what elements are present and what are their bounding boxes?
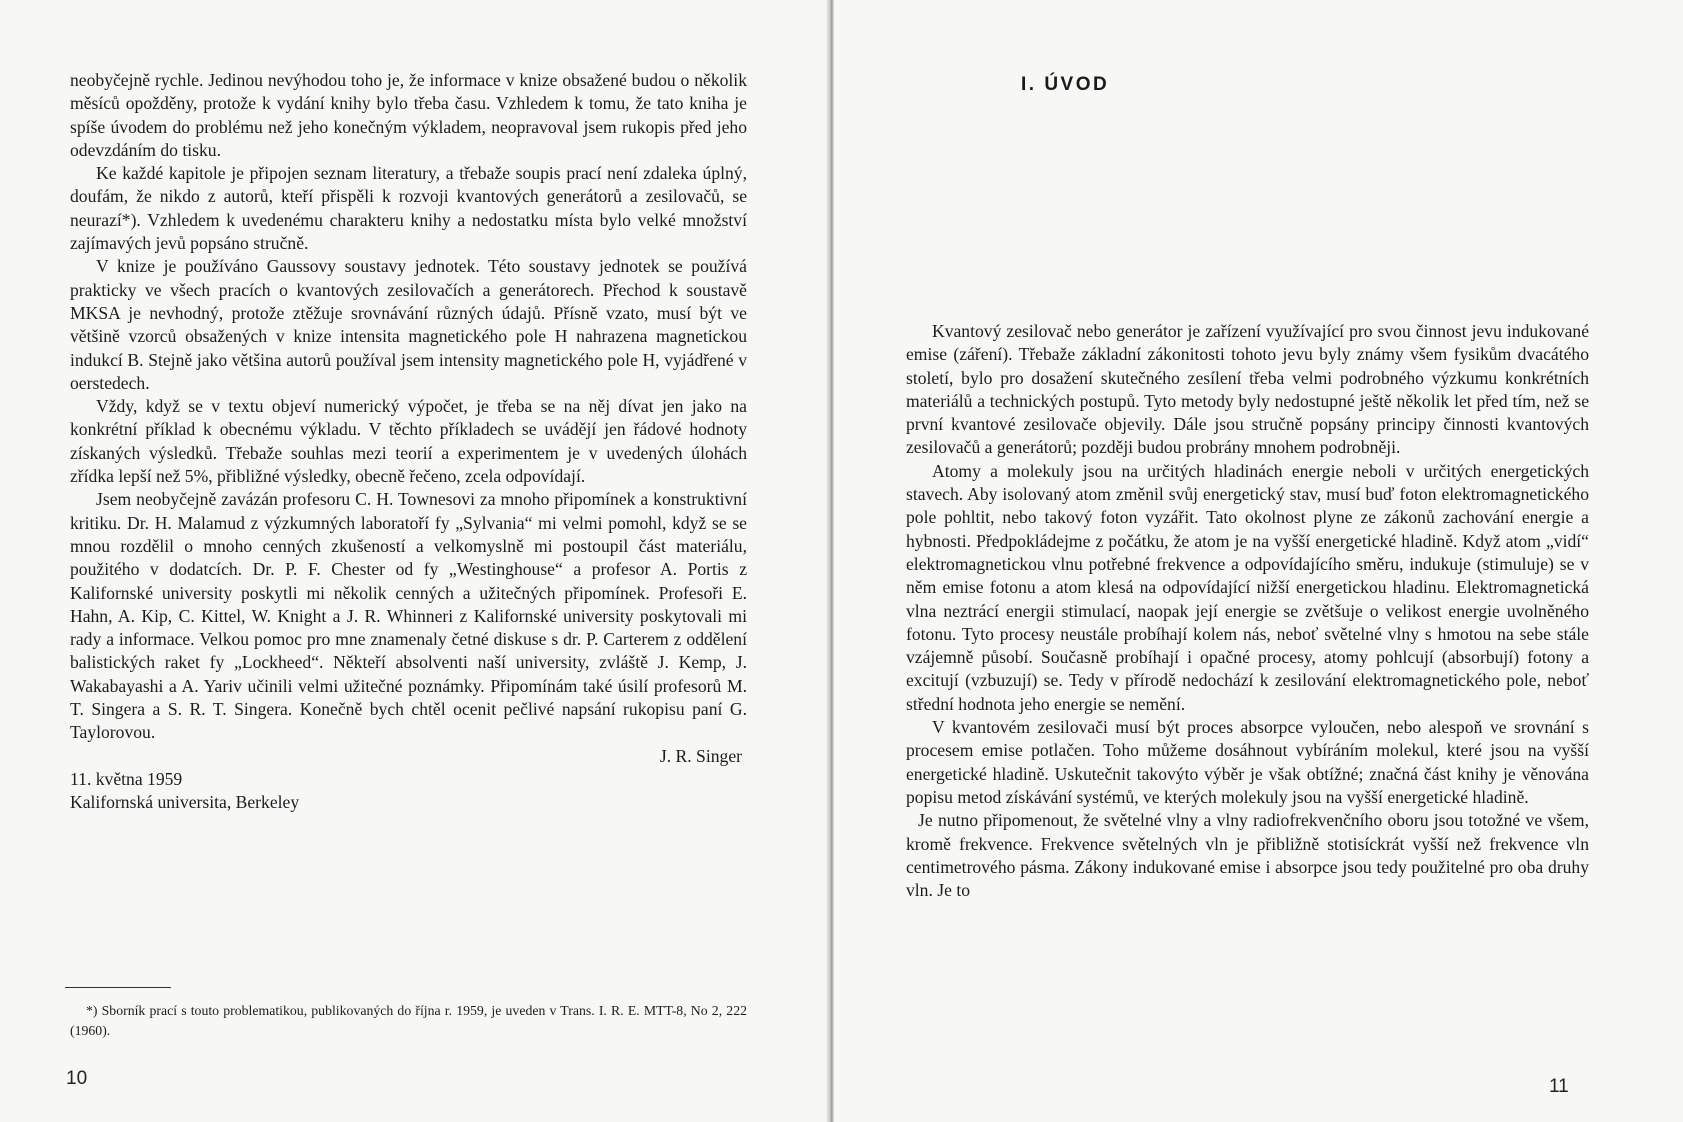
paragraph: Vždy, když se v textu objeví numerický výpočet, je třeba se na něj dívat jen jako na konkrétní příklad k obecnému výkladu. V těchto příkladech se uvádějí jen řádové hodnoty získaných výsledků. Třebaže souhlas mezi teorií a experimentem je v uvedených úlohách zřídka lepší než 5%, přibližné výsledky, obecně řečeno, zcela odpovídají. — [70, 396, 747, 487]
left-page — [0, 0, 830, 1122]
footnote — [70, 1001, 747, 1041]
paragraph: neobyčejně rychle. Jedinou nevýhodou toho je, že informace v knize obsažené budou o několik měsíců opožděny, protože k vydání knihy bylo třeba času. Vzhledem k tomu, že tato kniha je spíše úvodem do problému než jeho konečným výkladem, neopravoval jsem rukopis před jeho odevzdáním do tisku. — [70, 70, 747, 160]
page-number: 10 — [66, 1068, 88, 1089]
footnote-rule — [65, 987, 171, 988]
footnote-text: *) Sborník prací s touto problematikou, publikovaných do října r. 1959, je uveden v Trans. I. R. E. MTT-8, No 2, 222 (1960). — [70, 1003, 747, 1038]
paragraph: Ke každé kapitole je připojen seznam literatury, a třebaže soupis prací není zdaleka úplný, doufám, že nikdo z autorů, kteří přispěli k rozvoji kvantových generátorů a zesilovačů, se neurazí*). Vzhledem k uvedenému charakteru knihy a nedostatku místa bylo velké množství zajímavých jevů popsáno stručně. — [70, 163, 747, 254]
paragraph: V knize je používáno Gaussovy soustavy jednotek. Této soustavy jednotek se používá prakticky ve všech pracích o kvantových zesilovačích a generátorech. Přechod k soustavě MKSA je nevhodný, protože ztěžuje srovnávání různých údajů. Přísně vzato, musí být ve většině vzorců obsažených v knize intensita magnetického pole H nahrazena magnetickou indukcí B. Stejně jako většina autorů používal jsem intensity magnetického pole H, vyjádřené v oerstedech. — [70, 256, 747, 393]
preface-date: 11. května 1959 — [70, 768, 183, 789]
paragraph: Atomy a molekuly jsou na určitých hladinách energie neboli v určitých energetických stavech. Aby isolovaný atom změnil svůj energetický stav, musí buď foton elektromagnetického pole pohltit, nebo takový foton vyzářit. Tato okolnost plyne ze zákonů zachování energie a hybnosti. Předpokládejme z počátku, že atom je na vyšší energetické hladině. Když atom „vidí“ elektromagnetickou vlnu potřebné frekvence a odpovídajícího směru, indukuje (stimuluje) se v něm emise fotonu a atom klesá na odpovídající nižší energetickou hladinu. Elektromagnetická vlna neztrácí energii stimulací, naopak její energie se zvětšuje o velikost energie uvolněného fotonu. Tyto procesy neustále probíhají kolem nás, neboť světelné vlny s hmotou na sebe stále vzájemně působí. Současně probíhají i opačné procesy, atomy pohlcují (absorbují) fotony a excitují (vzbuzují) se. Tedy v přírodě nedochází k zesilování elektromagnetického pole, neboť střední hodnota jeho energie se nemění. — [906, 460, 1589, 714]
left-body-text — [70, 69, 747, 815]
author-signature: J. R. Singer — [659, 745, 742, 766]
chapter-title: I. ÚVOD — [1021, 74, 1110, 95]
paragraph: Kvantový zesilovač nebo generátor je zařízení využívající pro svou činnost jevu indukované emise (záření). Třebaže základní zákonitosti tohoto jevu byly známy všem fysikům dvacátého století, bylo pro dosažení skutečného zesílení třeba velmi podrobného výzkumu konkrétních materiálů a technických postupů. Tyto metody byly nedostupné ještě několik let před tím, než se první kvantové zesilovače objevily. Dále jsou stručně popsány principy činnosti kvantových zesilovačů a generátorů; později budou probrány mnohem podrobněji. — [906, 321, 1589, 458]
paragraph: Jsem neobyčejně zavázán profesoru C. H. Townesovi za mnoho připomínek a konstruktivní kritiku. Dr. H. Malamud z výzkumných laboratoří fy „Sylvania“ mi velmi pomohl, když se se mnou rozdělil o mnoho cenných zkušeností a velkomyslně mi postoupil část materiálu, použitého v dodatcích. Dr. P. F. Chester od fy „Westinghouse“ a profesor A. Portis z Kalifornské university poskytli mi několik cenných a užitečných připomínek. Profesoři E. Hahn, A. Kip, C. Kittel, W. Knight a J. R. Whinneri z Kalifornské university poskytovali mi rady a informace. Velkou pomoc pro mne znamenaly četné diskuse s dr. P. Carterem z oddělení balistických raket fy „Lockheed“. Někteří absolventi naší university, zvláště J. Kemp, J. Wakabayashi a A. Yariv učinili velmi užitečné poznámky. Připomínám také úsilí profesorů M. T. Singera a S. R. T. Singera. Konečně bych chtěl ocenit pečlivé napsání rukopisu paní G. Taylorovou. — [70, 489, 747, 743]
right-body-text — [906, 320, 1589, 902]
paragraph: Je nutno připomenout, že světelné vlny a vlny radiofrekvenčního oboru jsou totožné ve všem, kromě frekvence. Frekvence světelných vln je přibližně stotisíckrát vyšší než frekvence vln centimetrového pásma. Zákony indukované emise i absorpce jsou tedy použitelné pro oba druhy vln. Je to — [906, 810, 1589, 901]
right-page — [834, 0, 1683, 1122]
page-number: 11 — [1549, 1076, 1569, 1097]
preface-place: Kalifornská universita, Berkeley — [70, 792, 300, 813]
paragraph: V kvantovém zesilovači musí být proces absorpce vyloučen, nebo alespoň ve srovnání s procesem emise potlačen. Toho můžeme dosáhnout vybíráním molekul, které jsou na vyšší energetické hladině. Uskutečnit takovýto výběr je však obtížné; značná část knihy je věnována popisu metod získávání systémů, ve kterých molekuly jsou na vyšší energetické hladině. — [906, 717, 1589, 807]
